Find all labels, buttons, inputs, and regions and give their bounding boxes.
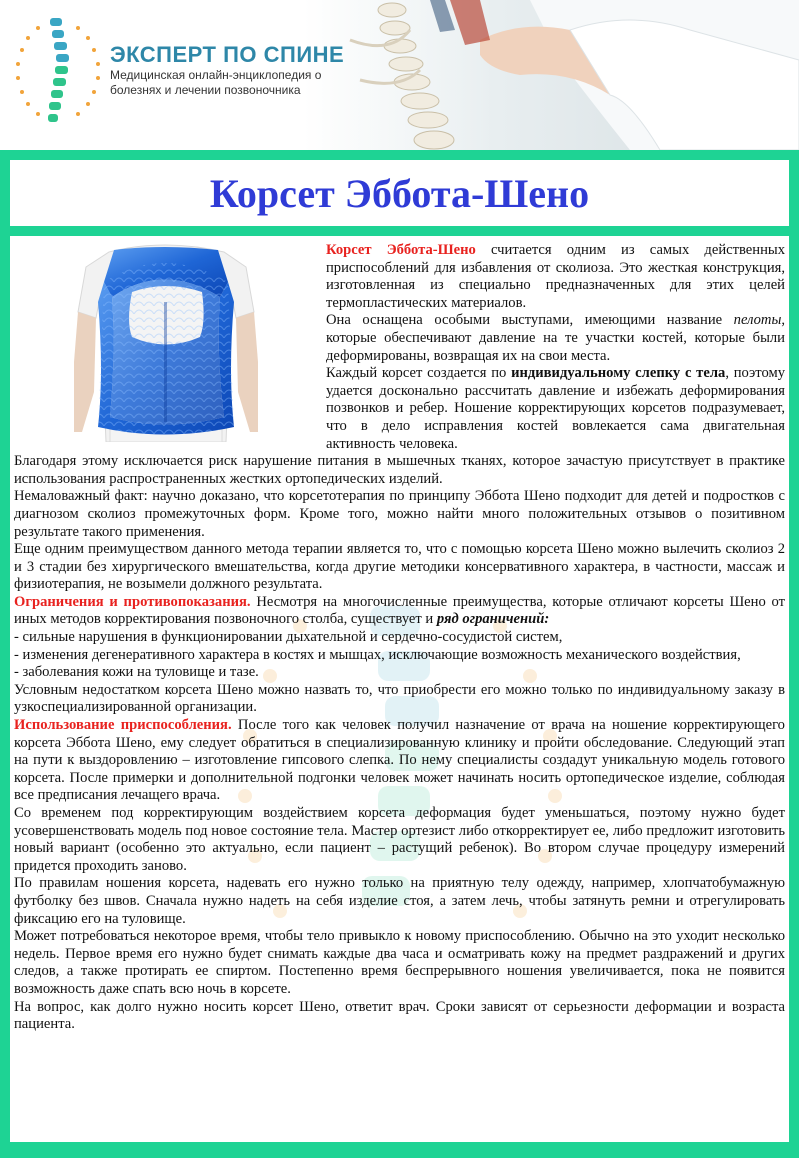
paragraph-1-lead: Корсет Эббота-Шено (326, 242, 476, 258)
paragraph-6: Еще одним преимуществом данного метода терапии является то, что с помощью корсета Шено можно вылечить сколиоз 2 и 3 стадии без хирургического вмешательства, когда другие методики консервативного характера, в частности, массаж и физиотерапия, не возымели должного результата. (14, 541, 785, 593)
list-item: - сильные нарушения в функционировании дыхательной и сердечно-сосудистой систем, (14, 629, 563, 646)
paragraph-4: Благодаря этому исключается риск нарушение питания в мышечных тканях, которое зачастую присутствует в практике использования распространенных жестких ортопедических изделий. (14, 453, 785, 487)
paragraph-2-b: , которые обеспечивают давление на те участки костей, которые были деформированы, возвращая их на свои места. (326, 312, 785, 364)
logo-title: ЭКСПЕРТ ПО СПИНЕ (110, 42, 345, 67)
paragraph-3-b: , поэтому удается досконально рассчитать давление и избежать деформирования позвонков и ребер. Ношение корректирующих корсетов подразумевает, что в дело исправления костей вовлекается сама двигательная активность человека. (326, 365, 785, 452)
paragraph-2-a: Она оснащена особыми выступами, имеющими название (326, 312, 734, 329)
paragraph-7-em: ряд ограничений: (436, 611, 550, 628)
paragraph-1-text: считается одним из самых действенных приспособлений для избавления от сколиоза. Это жесткая конструкция, изготовленная из специально предназначенных для этих целей термопластических материалов. (326, 242, 785, 311)
corset-photo (14, 242, 318, 442)
doctor-spine-background-illustration (330, 0, 799, 150)
page-title: Корсет Эббота-Шено (209, 171, 590, 216)
bottom-bar (0, 1150, 799, 1158)
limitations-heading: Ограничения и противопоказания. (14, 593, 251, 610)
paragraph-3-strong: индивидуальному слепку с тела (511, 365, 726, 382)
paragraph-12: Может потребоваться некоторое время, чтобы тело привыкло к новому приспособлению. Обычно на это уходит несколько недель. Первое время его нужно будет снимать каждые два часа и осматривать кожу на предмет раздражений и других следов, а также протирать ее спиртом. Постепенно время беспрерывного ношения увеличивается, пока не появится возможность даже спать всю ночь в корсете. (14, 928, 785, 997)
list-item: - заболевания кожи на туловище и тазе. (14, 664, 259, 681)
paragraph-7 (14, 594, 785, 629)
paragraph-7-text: Несмотря на многочисленные преимущества, которые отличают корсеты Шено от иных методов корректирования позвоночного столба, существует и (14, 593, 785, 628)
usage-heading: Использование приспособления. (14, 717, 232, 734)
title-band (10, 160, 789, 226)
article-content (10, 236, 789, 1142)
paragraph-10: Со временем под корректирующим воздействием корсета деформация будет уменьшаться, поэтому нужно будет усовершенствовать модель под новое состояние тела. Мастер ортезист либо откорректирует ее, либо предложит изготовить новый вариант (особенно это актуально, если пациент – растущий ребенок). Во втором случае процедуру измерений придется проходить заново. (14, 805, 785, 874)
paragraph-5: Немаловажный факт: научно доказано, что корсетотерапия по принципу Эббота Шено подходит для детей и подростков с диагнозом сколиоз промежуточных форм. Кроме того, можно найти много положительных отзывов о позитивном результате такого применения. (14, 488, 785, 540)
paragraph-9 (14, 717, 785, 805)
paragraph-11: По правилам ношения корсета, надевать его нужно только на приятную телу одежду, например, хлопчатобумажную футболку без швов. Сначала нужно надеть на себя изделие стоя, а затем лечь, чтобы затянуть ремни и отрегулировать фиксацию его на туловище. (14, 875, 785, 927)
paragraph-9-text: После того как человек получил назначение от врача на ношение корректирующего корсета Эббота Шено, ему следует обратиться в специализированную клинику и пройти обследование. Следующий этап на пути к выздоровлению – изготовление гипсового слепка. По нему специалисты создадут уникальную модель готового корсета. После примерки и дополнительной подгонки человек может начинать носить ортопедическое изделие, соблюдая все предписания лечащего врача. (14, 717, 785, 804)
article-text (10, 236, 789, 1034)
site-header (0, 0, 799, 150)
spine-logo-icon (8, 10, 108, 130)
blue-corset-icon (14, 242, 318, 442)
paragraph-3-a: Каждый корсет создается по (326, 365, 512, 382)
paragraph-13: На вопрос, как долго нужно носить корсет Шено, ответит врач. Сроки зависят от серьезности деформации и возраста пациента. (14, 998, 785, 1033)
paragraph-2-em: пелоты (733, 312, 782, 329)
list-item: - изменения дегенеративного характера в костях и мышцах, исключающие возможность механического воздействия, (14, 646, 741, 663)
logo-subtitle: Медицинская онлайн-энциклопедия о болезнях и лечении позвоночника (110, 68, 322, 97)
paragraph-8: Условным недостатком корсета Шено можно назвать то, что приобрести его можно только по индивидуальному заказу в узкоспециализированной организации. (14, 681, 785, 716)
